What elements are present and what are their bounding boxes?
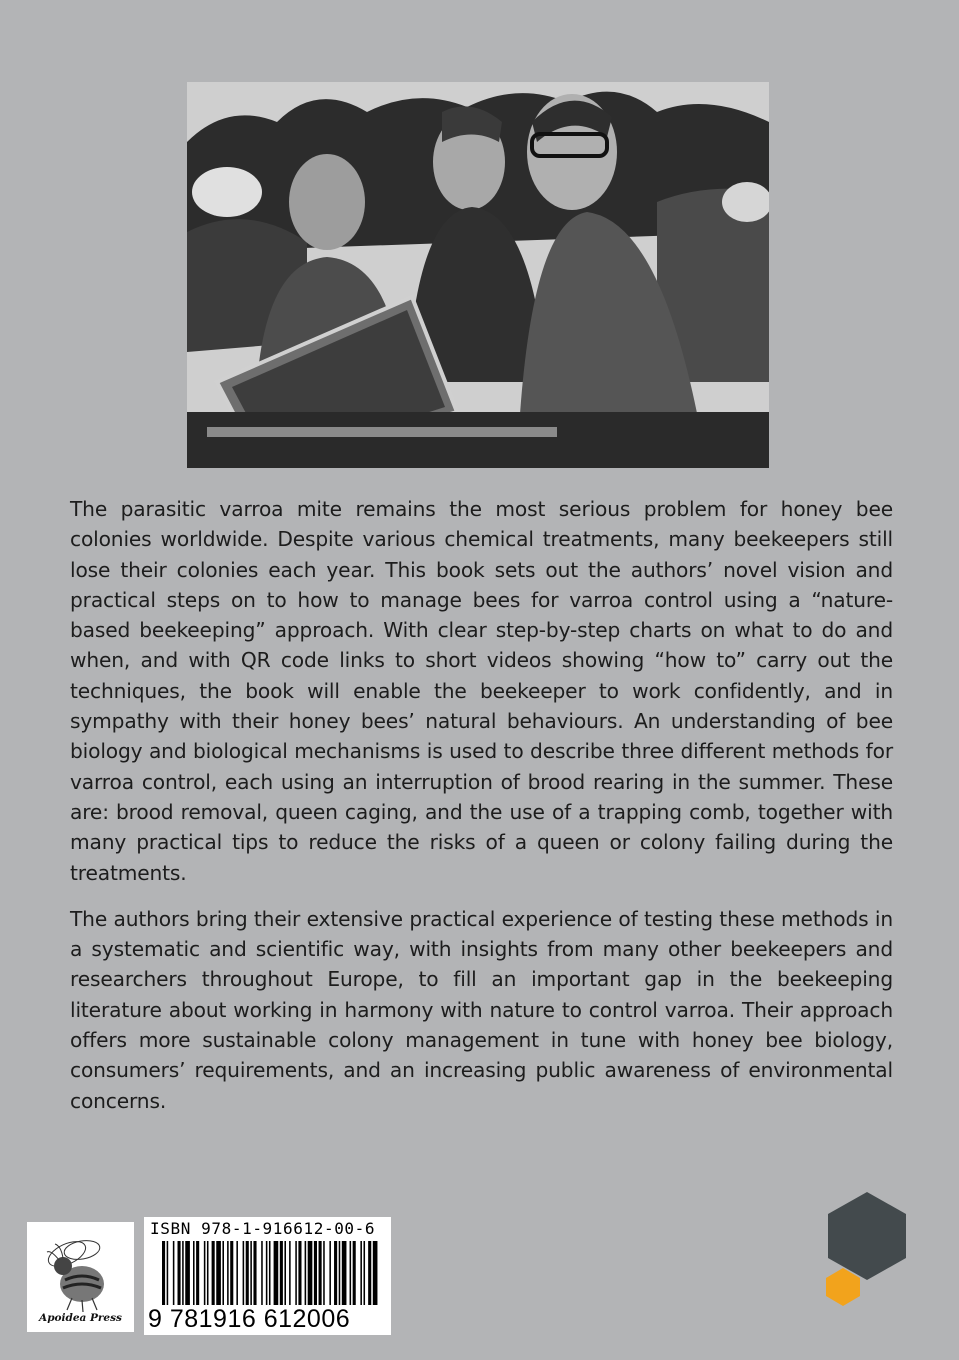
barcode-bar bbox=[284, 1241, 286, 1305]
isbn-label: ISBN 978-1-916612-00-6 bbox=[150, 1219, 376, 1238]
barcode-bar bbox=[196, 1241, 199, 1305]
barcode-bar bbox=[182, 1241, 184, 1305]
isbn-barcode bbox=[144, 1217, 391, 1335]
barcode-bar bbox=[212, 1241, 215, 1305]
publisher-name: Apoidea Press bbox=[39, 1312, 122, 1324]
barcode-bar bbox=[368, 1241, 371, 1305]
barcode-bar bbox=[350, 1241, 352, 1305]
barcode-bar bbox=[308, 1241, 313, 1305]
barcode-bar bbox=[329, 1241, 331, 1305]
hex-dark-icon bbox=[828, 1192, 906, 1280]
barcode-bar bbox=[193, 1241, 195, 1305]
barcode-bar bbox=[342, 1241, 347, 1305]
barcode-bar bbox=[246, 1241, 249, 1305]
barcode-bar bbox=[289, 1241, 291, 1305]
barcode-bar bbox=[298, 1241, 301, 1305]
blurb-paragraph-2: The authors bring their extensive practical experience of testing these methods in a systematic and scientific way, with insights from many other beekeepers and researchers throughout Europe, to fill an important gap in the beekeeping literature about working in harmony with nature to control varroa. Their approach offers more sustainable colony management in tune with honey bee biology, consumers’ requirements, and an increasing public awareness of environmental concerns. bbox=[70, 906, 893, 1113]
barcode-bar bbox=[230, 1241, 233, 1305]
barcode-bar bbox=[207, 1241, 209, 1305]
blurb bbox=[70, 494, 893, 1132]
barcode-bar bbox=[339, 1241, 341, 1305]
barcode-bar bbox=[216, 1241, 221, 1305]
barcode-bar bbox=[204, 1241, 206, 1305]
barcode-bar bbox=[274, 1241, 279, 1305]
barcode-bar bbox=[280, 1241, 283, 1305]
barcode-bar bbox=[185, 1241, 190, 1305]
ean-digits: 9 781916 612006 bbox=[148, 1305, 351, 1333]
bee-icon bbox=[27, 1222, 134, 1317]
barcode-bar bbox=[261, 1241, 263, 1305]
barcode-bar bbox=[253, 1241, 256, 1305]
barcode-bar bbox=[334, 1241, 337, 1305]
barcode-bar bbox=[250, 1241, 252, 1305]
barcode-bar bbox=[360, 1241, 362, 1305]
cover-photo bbox=[187, 82, 769, 468]
blurb-paragraph-1: The parasitic varroa mite remains the most serious problem for honey bee colonies worldwide. Despite various chemical treatments, many beekeepers still lose their colonies each year. This book sets out the authors’ novel vision and practical steps on to how to manage bees for varroa control using a “nature-based beekeeping” approach. With clear step-by-step charts on what to do and when, and with QR code links to short videos showing “how to” carry out the techniques, the book will enable the beekeeper to work confidently, and in sympathy with their honey bees’ natural behaviours. An understanding of bee biology and biological mechanisms is used to describe three different methods for varroa control, each using an interruption of brood rearing in the summer. These are: brood removal, queen caging, and the use of a trapping comb, together with many practical tips to reduce the risks of a queen or colony failing during the treatments. bbox=[70, 497, 893, 885]
barcode-bar bbox=[222, 1241, 224, 1305]
barcode-bar bbox=[178, 1241, 181, 1305]
barcode-bar bbox=[269, 1241, 271, 1305]
barcode-bar bbox=[323, 1241, 325, 1305]
barcode-bar bbox=[314, 1241, 317, 1305]
barcode-bar bbox=[353, 1241, 356, 1305]
barcode-bar bbox=[266, 1241, 268, 1305]
barcode-bar bbox=[373, 1241, 378, 1305]
barcode-bar bbox=[319, 1241, 322, 1305]
hexagon-logo-icon bbox=[826, 1190, 908, 1308]
beekeepers-photo bbox=[187, 82, 769, 468]
publisher-logo bbox=[27, 1222, 134, 1332]
barcode-bar bbox=[364, 1241, 366, 1305]
barcode-bar bbox=[173, 1241, 175, 1305]
barcode-bar bbox=[227, 1241, 229, 1305]
barcode-bar bbox=[162, 1241, 165, 1305]
hex-accent-icon bbox=[826, 1268, 860, 1306]
barcode-bar bbox=[243, 1241, 245, 1305]
barcode-bar bbox=[295, 1241, 297, 1305]
barcode-bar bbox=[236, 1241, 238, 1305]
barcode-bar bbox=[167, 1241, 169, 1305]
barcode-bar bbox=[305, 1241, 307, 1305]
